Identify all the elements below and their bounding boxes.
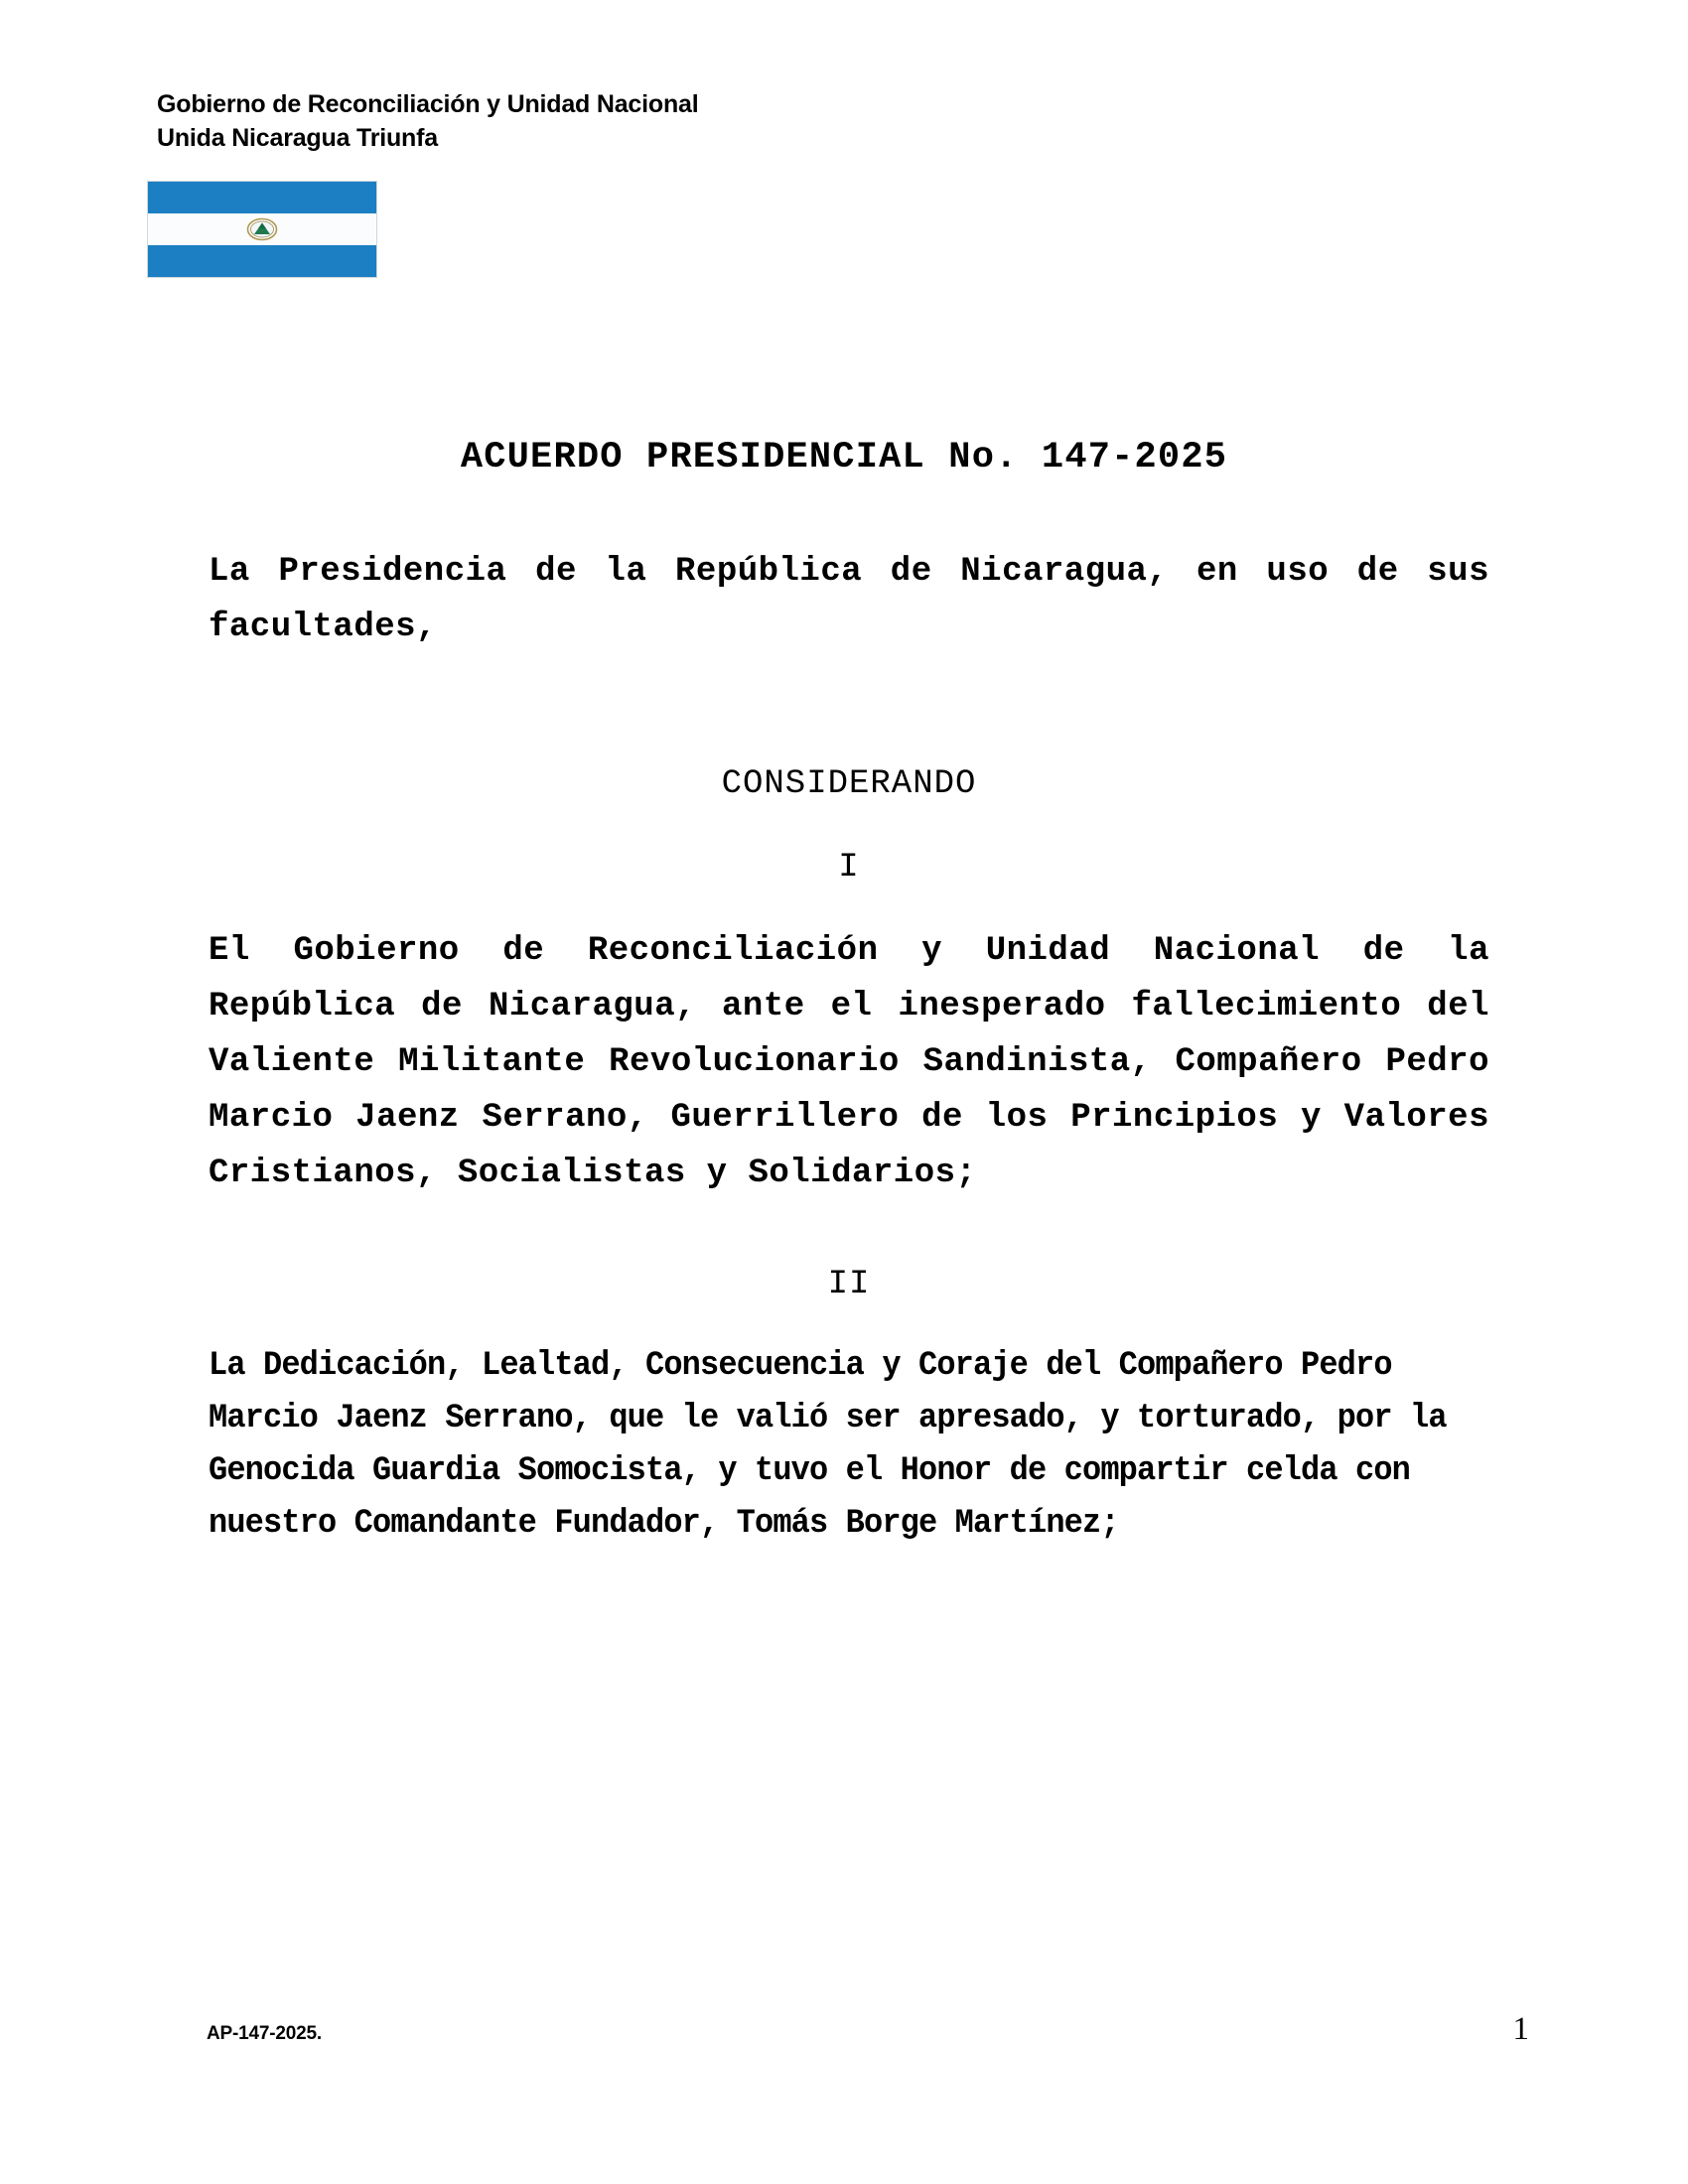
section-text-i: El Gobierno de Reconciliación y Unidad Nacional de la República de Nicaragua, ante el inesperado fallecimiento del Valiente Militante Revolucionario Sandinista, Compañero Pedro Marcio Jaenz Serrano, Guerrillero de los Principios y Valores Cristianos, Socialistas y Solidarios; <box>209 932 1489 1192</box>
coat-of-arms-icon <box>242 214 282 244</box>
nicaragua-flag-icon <box>147 181 377 278</box>
letterhead <box>157 87 1150 155</box>
preamble-paragraph: La Presidencia de la República de Nicaragua, en uso de sus facultades, <box>209 553 1489 646</box>
flag-band-bottom <box>148 245 376 277</box>
letterhead-line-1: Gobierno de Reconciliación y Unidad Nacional <box>157 90 699 118</box>
section-numeral-i: I <box>838 849 860 887</box>
flag-band-top <box>148 182 376 213</box>
document-body <box>209 544 1489 1551</box>
page-title: ACUERDO PRESIDENCIAL No. 147-2025 <box>460 437 1228 478</box>
page-number: 1 <box>1512 2011 1529 2047</box>
considerando-heading: CONSIDERANDO <box>721 765 977 803</box>
footer-reference: AP-147-2025. <box>207 2023 322 2044</box>
flag-band-middle <box>148 213 376 245</box>
letterhead-line-2: Unida Nicaragua Triunfa <box>157 124 438 152</box>
section-text-ii: La Dedicación, Lealtad, Consecuencia y Coraje del Compañero Pedro Marcio Jaenz Serrano, que le valió ser apresado, y torturado, por la Genocida Guardia Somocista, y tuvo el Honor de compartir celda con nuestro Comandante Fundador, Tomás Borge Martínez; <box>209 1347 1447 1543</box>
section-numeral-ii: II <box>827 1266 871 1303</box>
